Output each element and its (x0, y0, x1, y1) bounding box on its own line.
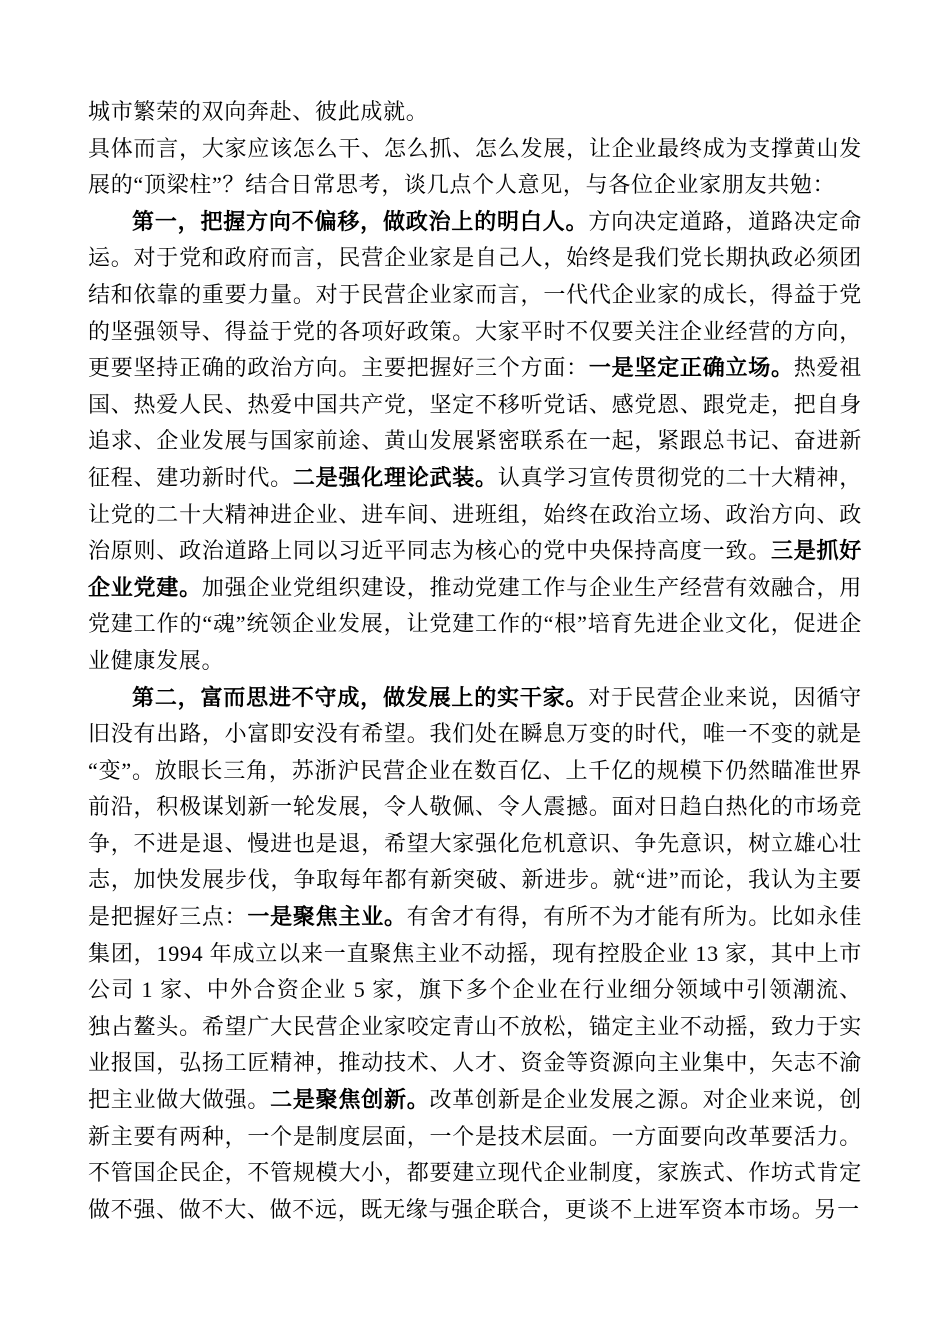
paragraph-point-2 (88, 680, 862, 1229)
text-run: 有舍才有得，有所不为才能有所为。比如永佳集团，1994 年成立以来一直聚焦主业不动摇，现有控股企业 13 家，其中上市公司 1 家、中外合资企业 5 家，旗下多个企业在行业细分领域中引领潮流、独占鳌头。希望广大民营企业家咬定青山不放松，锚定主业不动摇，致力于实业报国，弘扬工匠精神，推动技术、人才、资金等资源向主业集中，矢志不渝把主业做大做强。 (88, 904, 863, 1113)
bold-text-run: 一是聚焦主业。 (247, 904, 407, 930)
bold-text-run: 二是强化理论武装。 (292, 464, 498, 490)
bold-text-run: 一是坚定正确立场。 (588, 355, 794, 381)
text-run: 认真学习宣传贯彻党的二十大精神，让党的二十大精神进企业、进车间、进班组，始终在政治立场、政治方向、政治原则、政治道路上同以习近平同志为核心的党中央保持高度一致。 (88, 464, 863, 564)
text-run: 加强企业党组织建设，推动党建工作与企业生产经营有效融合，用党建工作的“魂”统领企业发展，让党建工作的“根”培育先进企业文化，促进企业健康发展。 (88, 574, 862, 673)
paragraph-continuation (88, 94, 862, 131)
bold-text-run: 三是抓好企业党建。 (88, 538, 862, 600)
text-run: 对于民营企业来说，因循守旧没有出路，小富即安没有希望。我们处在瞬息万变的时代，唯一不变的就是“变”。放眼长三角，苏浙沪民营企业在数百亿、上千亿的规模下仍然瞄准世界前沿，积极谋划新一轮发展，令人敬佩、令人震撼。面对日趋白热化的市场竞争，不进是退、慢进也是退，希望大家强化危机意识、争先意识，树立雄心壮志，加快发展步伐，争取每年都有新突破、新进步。就“进”而论，我认为主要是把握好三点： (88, 684, 862, 930)
paragraph-point-1 (88, 204, 862, 680)
paragraph-intro (88, 131, 862, 204)
text-run: 热爱祖国、热爱人民、热爱中国共产党，坚定不移听党话、感党恩、跟党走，把自身追求、企业发展与国家前途、黄山发展紧密联系在一起，紧跟总书记、奋进新征程、建功新时代。 (88, 355, 862, 490)
text-run: 方向决定道路，道路决定命运。对于党和政府而言，民营企业家是自己人，始终是我们党长期执政必须团结和依靠的重要力量。对于民营企业家而言，一代代企业家的成长，得益于党的坚强领导、得益于党的各项好政策。大家平时不仅要关注企业经营的方向，更要坚持正确的政治方向。主要把握好三个方面： (88, 208, 862, 381)
text-run: 具体而言，大家应该怎么干、怎么抓、怎么发展，让企业最终成为支撑黄山发展的“顶梁柱”？结合日常思考，谈几点个人意见，与各位企业家朋友共勉： (88, 135, 862, 198)
text-run: 城市繁荣的双向奔赴、彼此成就。 (88, 99, 429, 124)
bold-text-run: 第一，把握方向不偏移，做政治上的明白人。 (132, 208, 589, 234)
bold-text-run: 第二，富而思进不守成，做发展上的实干家。 (132, 684, 589, 710)
document-body (88, 94, 862, 1228)
bold-text-run: 二是聚焦创新。 (270, 1087, 430, 1113)
text-run: 改革创新是企业发展之源。对企业来说，创新主要有两种，一个是制度层面，一个是技术层面。一方面要向改革要活力。不管国企民企，不管规模大小，都要建立现代企业制度，家族式、作坊式肯定做不强、做不大、做不远，既无缘与强企联合，更谈不上进军资本市场。另一 (88, 1087, 863, 1222)
